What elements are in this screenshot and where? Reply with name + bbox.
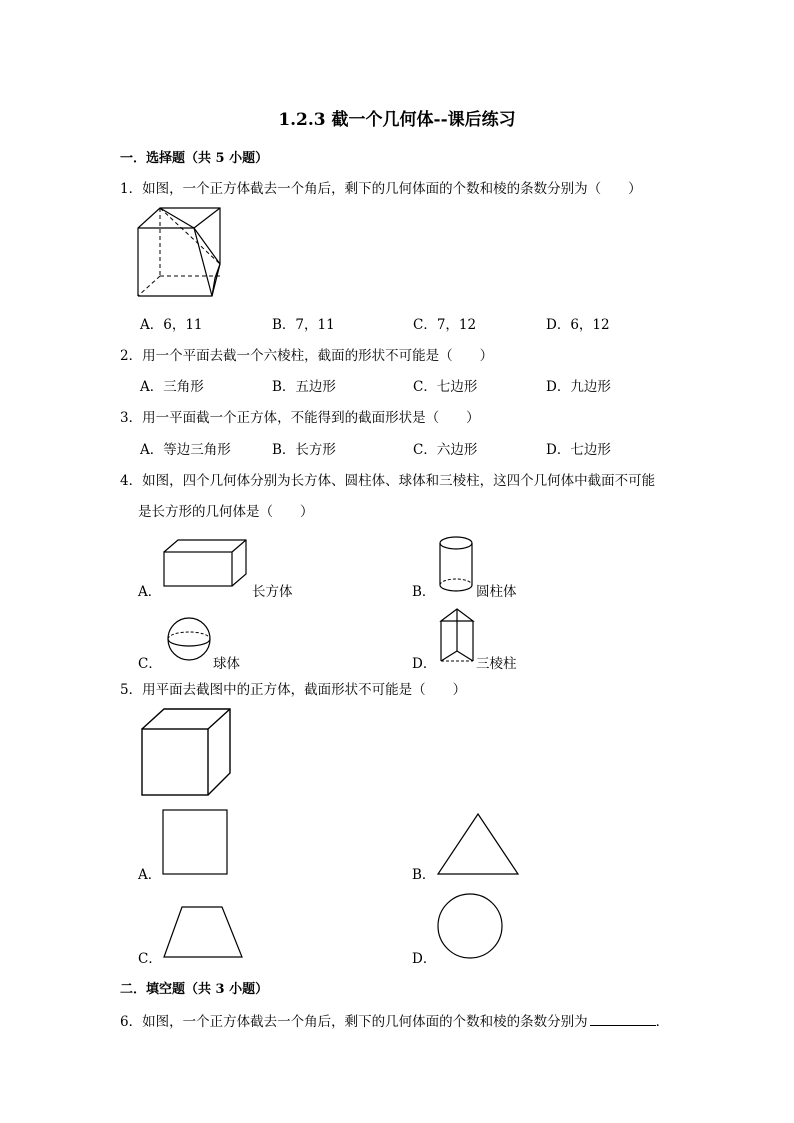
- section-heading-choice: 一．选择题（共 5 小题）: [120, 151, 269, 166]
- q2-option-b[interactable]: B．五边形: [272, 379, 336, 395]
- triangular-prism-figure: [438, 607, 476, 665]
- q4-option-a-letter[interactable]: A．: [138, 584, 162, 600]
- section-heading-fill-blank: 二．填空题（共 3 小题）: [120, 982, 269, 997]
- page-title: 1.2.3 截一个几何体--课后练习: [278, 110, 516, 130]
- question-5-text: 5．用平面去截图中的正方体，截面形状不可能是（ ）: [120, 682, 467, 698]
- q3-option-c[interactable]: C．六边形: [413, 442, 478, 458]
- trapezoid-shape: [162, 905, 246, 959]
- question-2-text: 2．用一个平面去截一个六棱柱，截面的形状不可能是（ ）: [120, 348, 494, 364]
- q4-option-c-letter[interactable]: C．: [138, 656, 162, 672]
- q3-option-a[interactable]: A．等边三角形: [140, 442, 231, 458]
- q2-option-a[interactable]: A．三角形: [140, 379, 204, 395]
- cuboid-figure: [162, 538, 250, 590]
- q5-option-c-letter[interactable]: C．: [138, 951, 162, 967]
- q4-option-d-letter[interactable]: D．: [412, 656, 437, 672]
- q1-option-a[interactable]: A．6，11: [140, 317, 203, 333]
- q3-option-b[interactable]: B．长方形: [272, 442, 336, 458]
- cylinder-figure: [437, 535, 475, 595]
- q4-option-b-letter[interactable]: B．: [412, 584, 436, 600]
- circle-shape: [436, 892, 504, 960]
- q4-option-b-label: 圆柱体: [476, 584, 517, 600]
- question-6-end: ．: [655, 1014, 670, 1030]
- sphere-figure: [165, 615, 213, 663]
- cube-figure: [140, 707, 234, 797]
- question-1-text: 1．如图，一个正方体截去一个角后，剩下的几何体面的个数和棱的条数分别为（ ）: [120, 181, 642, 197]
- q5-option-d-letter[interactable]: D．: [412, 951, 437, 967]
- q3-option-d[interactable]: D．七边形: [546, 442, 611, 458]
- q4-option-a-label: 长方体: [252, 584, 293, 600]
- q5-option-b-letter[interactable]: B．: [412, 867, 436, 883]
- question-4-text-line2: 是长方形的几何体是（ ）: [138, 504, 314, 520]
- q4-option-c-label: 球体: [213, 656, 240, 672]
- question-4-text-line1: 4．如图，四个几何体分别为长方体、圆柱体、球体和三棱柱，这四个几何体中截面不可能: [120, 473, 656, 489]
- question-6-text: [120, 1010, 669, 1030]
- question-3-text: 3．用一平面截一个正方体，不能得到的截面形状是（ ）: [120, 410, 480, 426]
- square-shape: [161, 808, 229, 876]
- q1-option-c[interactable]: C．7，12: [413, 317, 477, 333]
- q1-option-b[interactable]: B．7，11: [272, 317, 335, 333]
- truncated-cube-figure: [134, 204, 226, 298]
- q1-option-d[interactable]: D．6，12: [546, 317, 610, 333]
- q4-option-d-label: 三棱柱: [476, 656, 517, 672]
- question-6-body: 6．如图，一个正方体截去一个角后，剩下的几何体面的个数和棱的条数分别为: [120, 1014, 588, 1030]
- q2-option-d[interactable]: D．九边形: [546, 379, 611, 395]
- triangle-shape: [436, 812, 520, 876]
- q5-option-a-letter[interactable]: A．: [138, 867, 162, 883]
- answer-blank[interactable]: [590, 1013, 656, 1026]
- q2-option-c[interactable]: C．七边形: [413, 379, 478, 395]
